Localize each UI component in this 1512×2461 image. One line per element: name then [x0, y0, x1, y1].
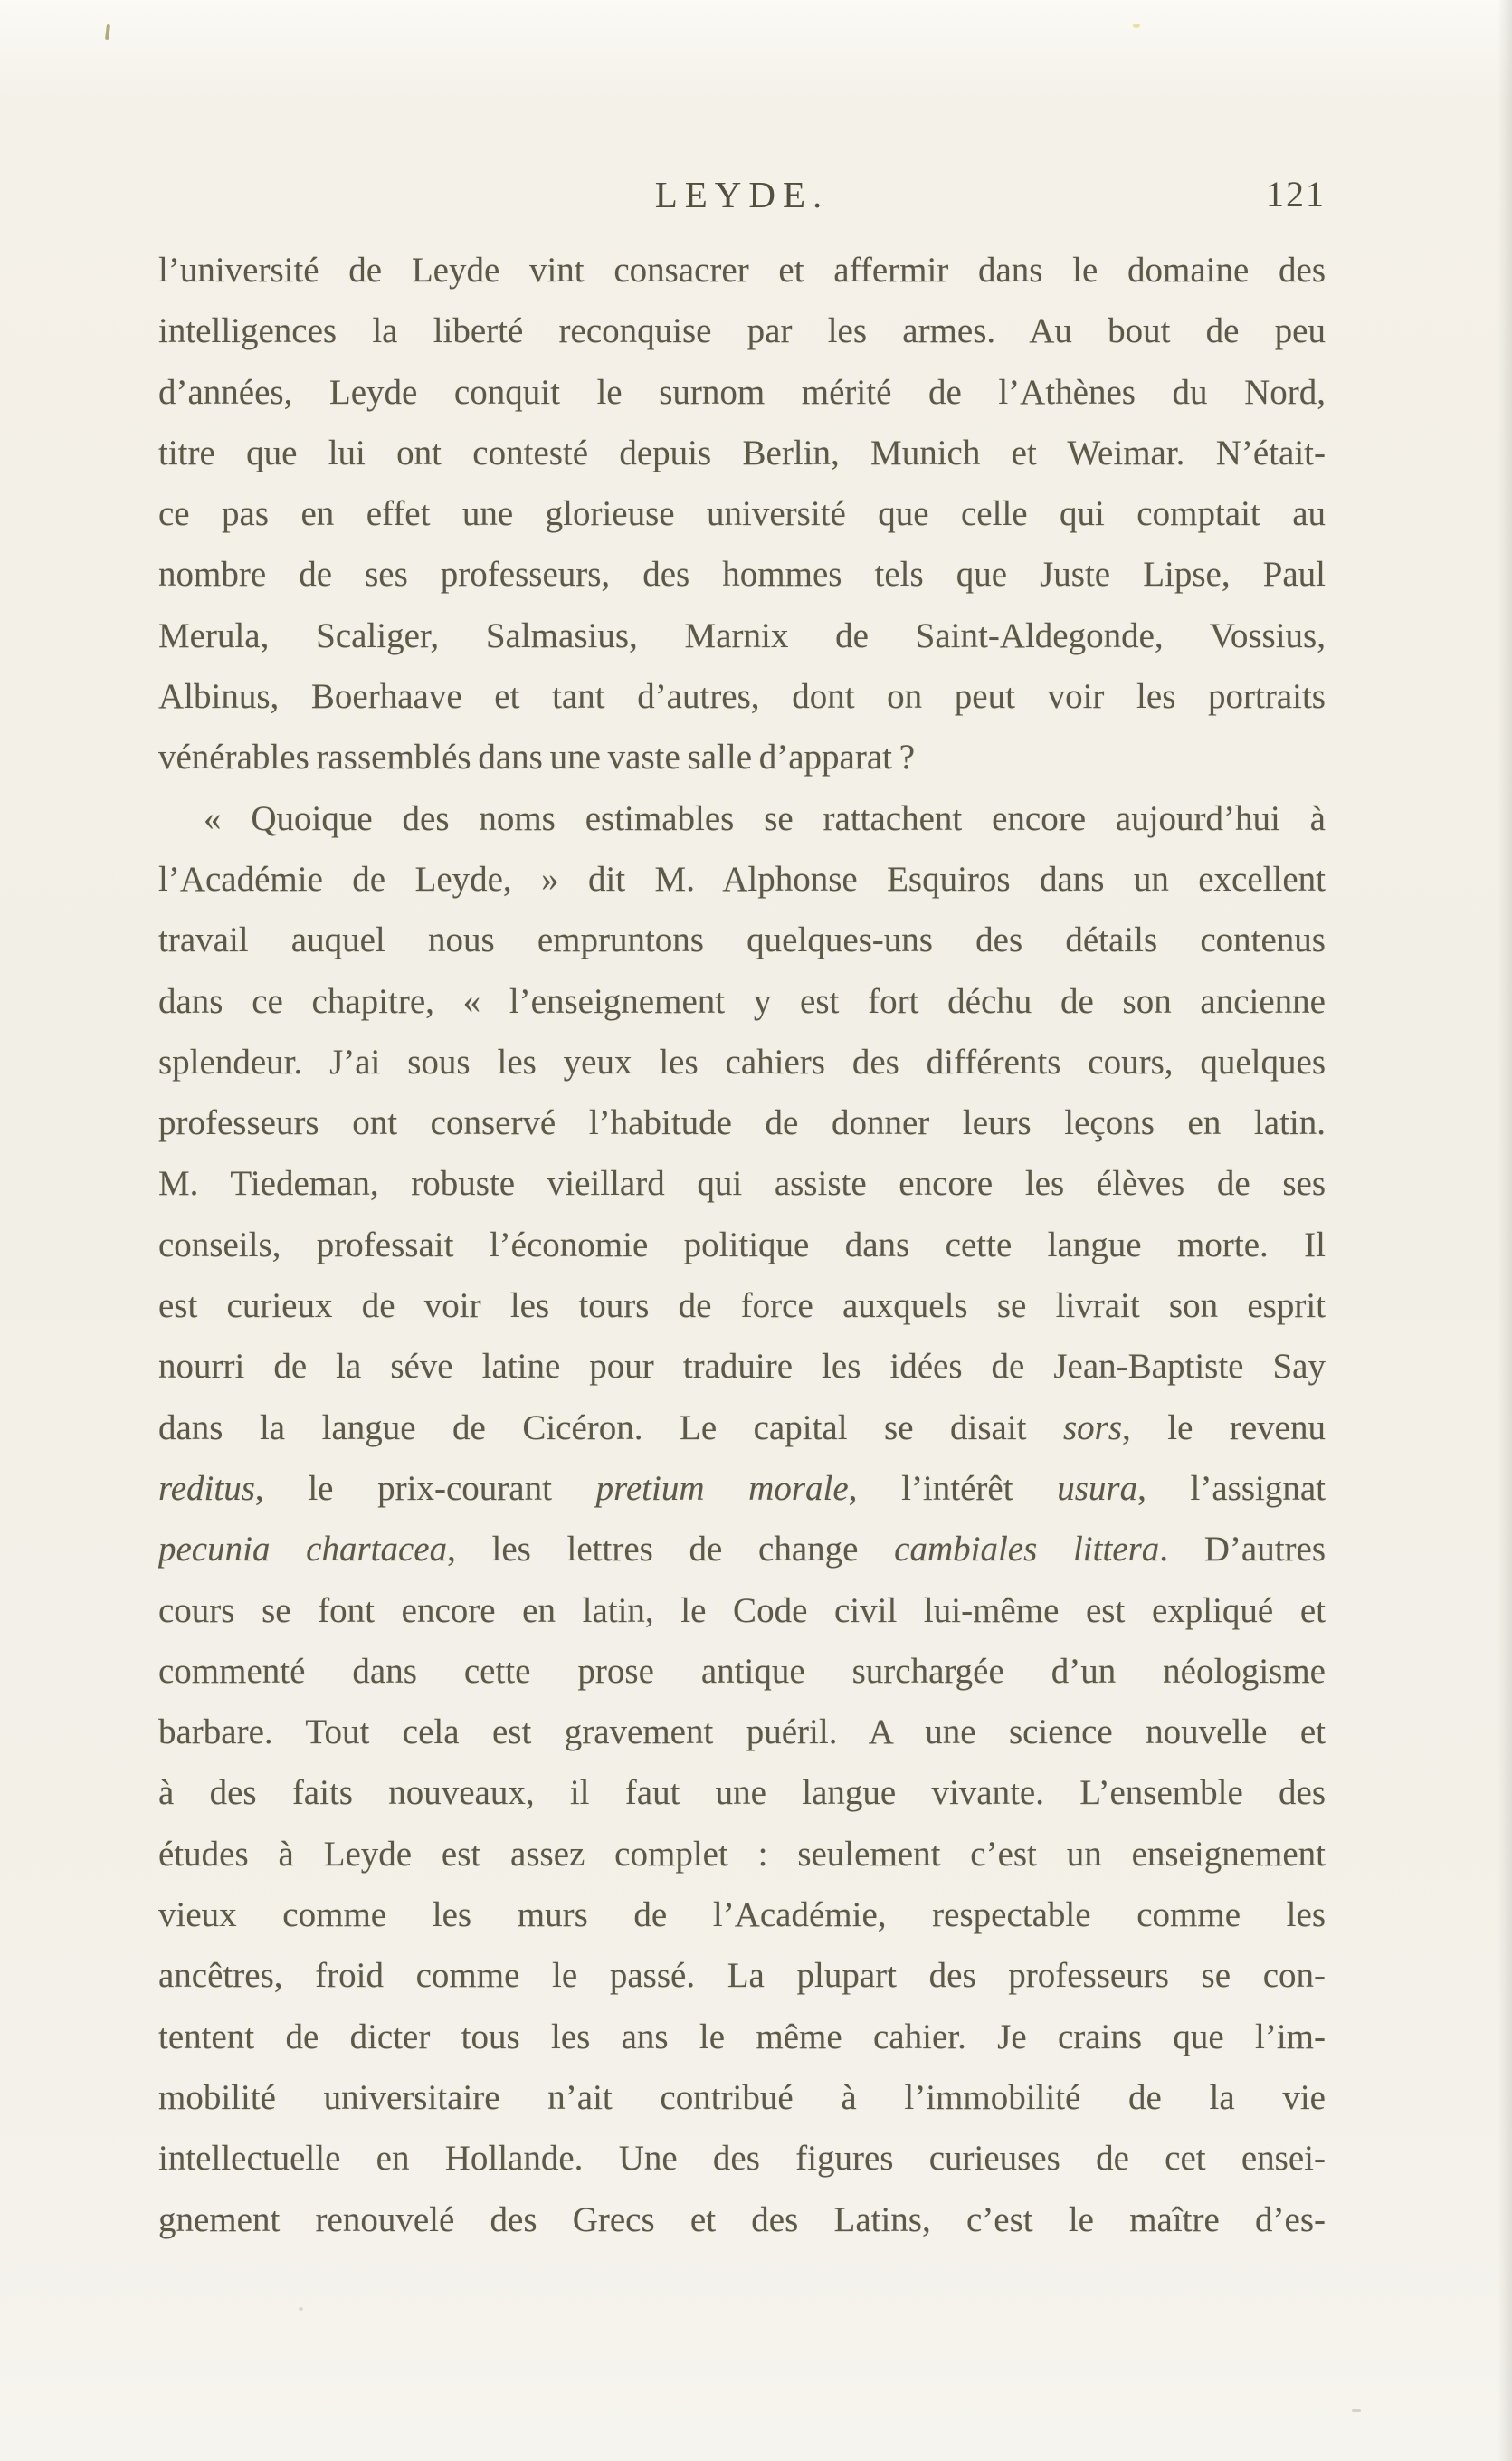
- text-line: ce pas en effet une glorieuse université que celle qui comptait au: [158, 494, 1326, 534]
- text-line: est curieux de voir les tours de force auxquels se livrait son esprit: [158, 1286, 1326, 1326]
- text-line: commenté dans cette prose antique surchargée d’un néologisme: [158, 1651, 1326, 1691]
- text-block: [158, 240, 1326, 2250]
- text-line: pecunia chartacea, les lettres de change cambiales littera. D’autres: [158, 1530, 1326, 1569]
- text-line: splendeur. J’ai sous les yeux les cahiers des différents cours, quelques: [158, 1042, 1326, 1082]
- text-line: Merula, Scaliger, Salmasius, Marnix de Saint-Aldegonde, Vossius,: [158, 615, 1326, 655]
- text-line: cours se font encore en latin, le Code civil lui-même est expliqué et: [158, 1590, 1326, 1630]
- text-line: conseils, professait l’économie politique dans cette langue morte. Il: [158, 1225, 1326, 1264]
- page-number: 121: [1266, 174, 1326, 215]
- text-line: tentent de dicter tous les ans le même cahier. Je crains que l’im-: [158, 2017, 1326, 2056]
- text-line: à des faits nouveaux, il faut une langue vivante. L’ensemble des: [158, 1773, 1326, 1813]
- running-title: LEYDE.: [654, 174, 830, 215]
- text-line: vénérables rassemblés dans une vaste salle d’apparat ?: [158, 738, 916, 777]
- text-line: l’Académie de Leyde, » dit M. Alphonse Esquiros dans un excellent: [158, 859, 1326, 899]
- text-line: ancêtres, froid comme le passé. La plupart des professeurs se con-: [158, 1956, 1326, 1996]
- text-line: dans ce chapitre, « l’enseignement y est fort déchu de son ancienne: [158, 981, 1326, 1021]
- text-line: professeurs ont conservé l’habitude de donner leurs leçons en latin.: [158, 1103, 1326, 1143]
- scan-edge-shadow: [1498, 0, 1512, 2461]
- text-line: l’université de Leyde vint consacrer et affermir dans le domaine des: [158, 251, 1326, 290]
- text-line: Albinus, Boerhaave et tant d’autres, dont on peut voir les portraits: [158, 677, 1326, 717]
- text-line: vieux comme les murs de l’Académie, respectable comme les: [158, 1895, 1326, 1935]
- text-line: nourri de la séve latine pour traduire les idées de Jean-Baptiste Say: [158, 1347, 1326, 1387]
- scan-speck: [105, 24, 110, 40]
- text-line: nombre de ses professeurs, des hommes tels que Juste Lipse, Paul: [158, 555, 1326, 595]
- scan-speck: [1352, 2409, 1361, 2412]
- text-line: titre que lui ont contesté depuis Berlin, Munich et Weimar. N’était-: [158, 433, 1326, 472]
- scan-speck: [299, 2307, 303, 2311]
- text-line: dans la langue de Cicéron. Le capital se disait sors, le revenu: [158, 1407, 1326, 1447]
- text-line: mobilité universitaire n’ait contribué à l’immobilité de la vie: [158, 2077, 1326, 2117]
- page-header: [158, 175, 1326, 218]
- text-line: reditus, le prix-courant pretium morale, l’intérêt usura, l’assignat: [158, 1468, 1326, 1508]
- text-line: M. Tiedeman, robuste vieillard qui assiste encore les élèves de ses: [158, 1164, 1326, 1204]
- text-line: « Quoique des noms estimables se rattachent encore aujourd’hui à: [204, 798, 1326, 838]
- text-line: gnement renouvelé des Grecs et des Latins, c’est le maître d’es-: [158, 2199, 1326, 2239]
- text-line: intelligences la liberté reconquise par les armes. Au bout de peu: [158, 311, 1326, 351]
- text-line: intellectuelle en Hollande. Une des figures curieuses de cet ensei-: [158, 2139, 1326, 2179]
- scan-speck: [1133, 24, 1140, 28]
- text-line: d’années, Leyde conquit le surnom mérité de l’Athènes du Nord,: [158, 372, 1326, 412]
- text-line: barbare. Tout cela est gravement puéril. A une science nouvelle et: [158, 1712, 1326, 1752]
- text-line: études à Leyde est assez complet : seulement c’est un enseignement: [158, 1834, 1326, 1874]
- text-line: travail auquel nous empruntons quelques-uns des détails contenus: [158, 920, 1326, 960]
